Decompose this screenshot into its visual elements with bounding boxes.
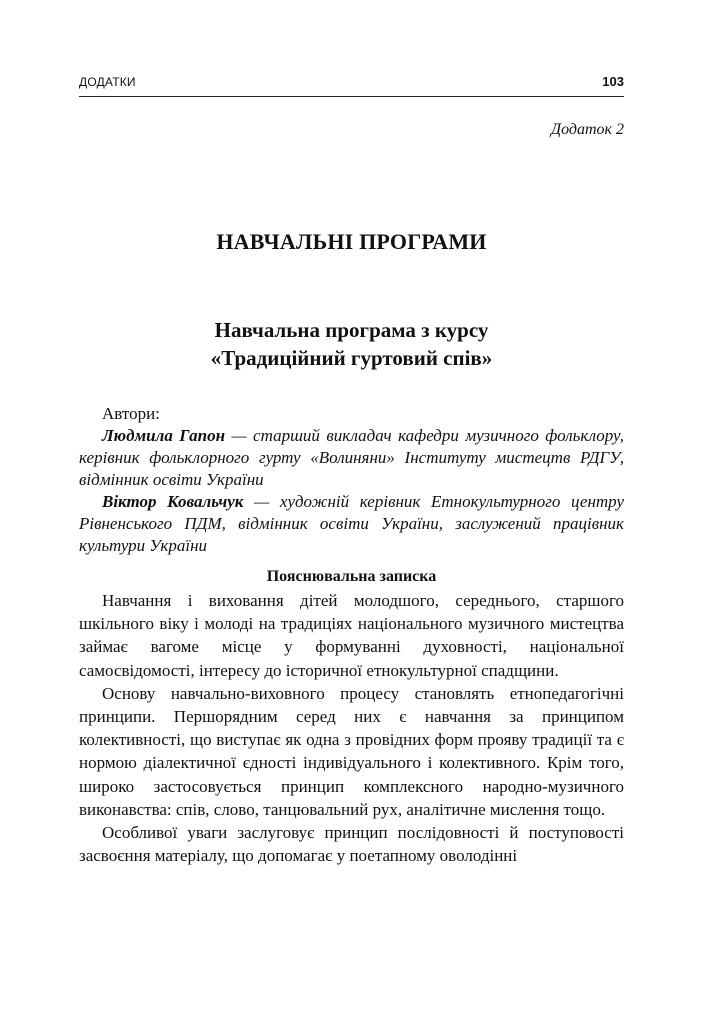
section-heading: Пояснювальна записка bbox=[266, 568, 437, 585]
course-title-line-2: «Традиційний гуртовий спів» bbox=[210, 346, 493, 370]
author-description: — старший викладач кафедри музичного фольклору, керівник фольклорного гурту «Волиняни» Інституту мистецтв РДГУ, відмінник освіти України bbox=[79, 426, 624, 489]
main-title: НАВЧАЛЬНІ ПРОГРАМИ bbox=[216, 229, 487, 254]
paragraph: Основу навчально-виховного процесу становлять етнопедагогічні принципи. Першорядним серед них є навчання за принципом колективності, що виступає як одна з провідних форм прояву традиції та є нормою діалектичної єдності індивідуального і колективного. Крім того, широко застосовується принцип комплексного народно-музичного виконавства: спів, слово, танцювальний рух, аналітичне мислення тощо. bbox=[79, 683, 624, 819]
paragraph: Навчання і виховання дітей молодшого, середнього, старшого шкільного віку і молоді на традиціях національного музичного мистецтва займає вагоме місце у формуванні духовності, національної самосвідомості, інтересу до історичної етнокультурної спадщини. bbox=[79, 591, 624, 680]
authors-block bbox=[79, 403, 624, 557]
author-name: Людмила Гапон bbox=[102, 426, 226, 445]
author-entry bbox=[79, 491, 624, 557]
page-number: 103 bbox=[602, 74, 624, 89]
body-text bbox=[79, 589, 624, 867]
running-title: ДОДАТКИ bbox=[79, 75, 136, 89]
course-title-line-1: Навчальна програма з курсу bbox=[214, 318, 489, 342]
authors-label: Автори: bbox=[102, 404, 160, 423]
course-title bbox=[79, 316, 624, 372]
running-header bbox=[79, 74, 624, 97]
author-entry bbox=[79, 425, 624, 491]
appendix-label: Додаток 2 bbox=[550, 121, 624, 138]
paragraph: Особливої уваги заслуговує принцип послідовності й поступовості засвоєння матеріалу, що допомагає у поетапному оволодінні bbox=[79, 823, 624, 866]
author-description: — художній керівник Етнокультурного центру Рівненського ПДМ, відмінник освіти України, заслужений працівник культури України bbox=[79, 492, 625, 555]
author-name: Віктор Ковальчук bbox=[102, 492, 244, 511]
